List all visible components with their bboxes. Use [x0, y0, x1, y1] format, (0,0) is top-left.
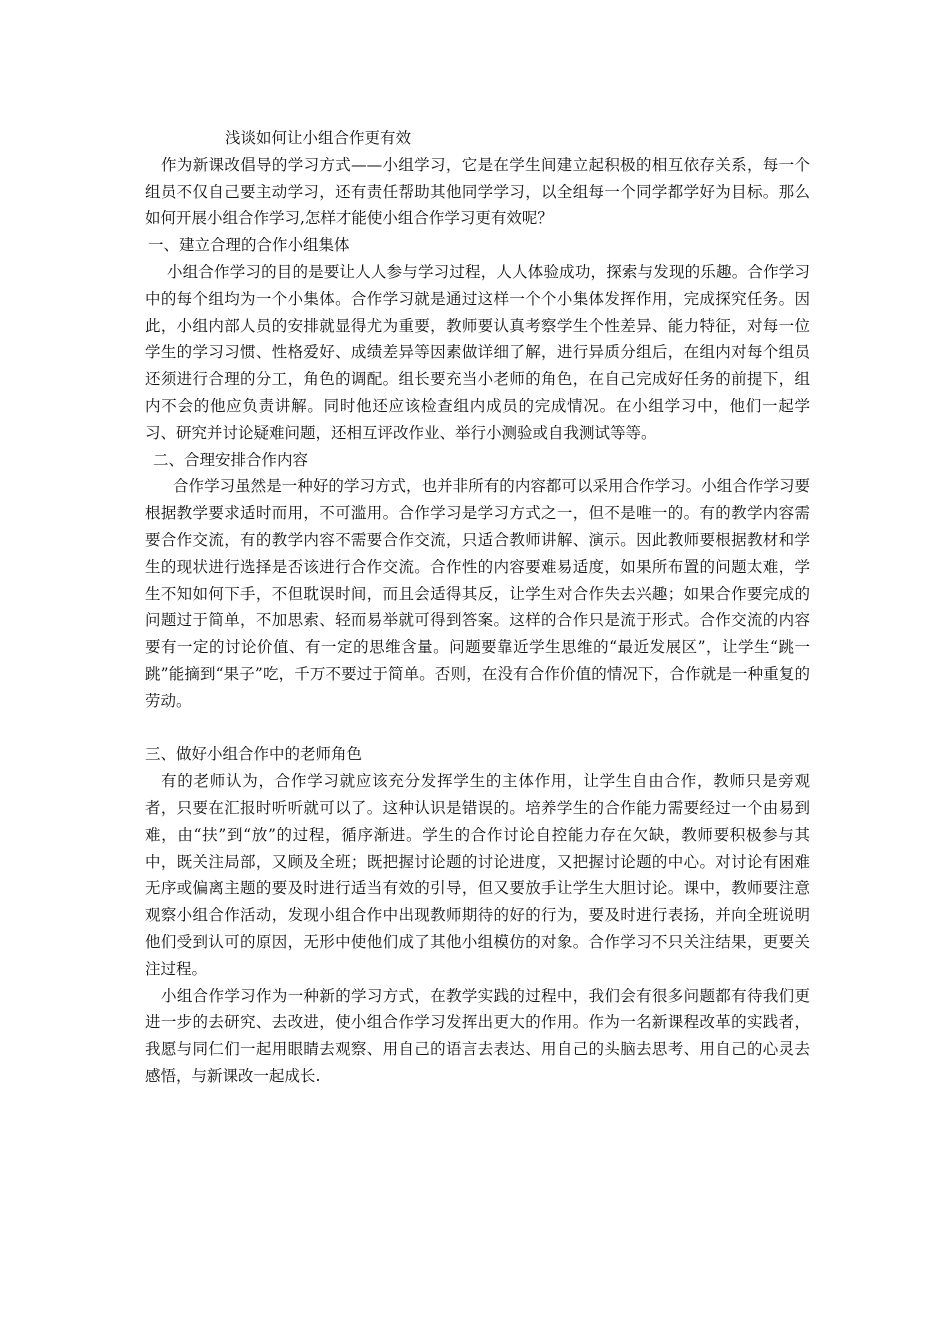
section-heading-2: 二、合理安排合作内容: [153, 450, 309, 469]
intro-paragraph: 作为新课改倡导的学习方式——小组学习，它是在学生间建立起积极的相互依存关系，每一个组员不仅自己要主动学习，还有责任帮助其他同学学习，以全组每一个同学都学好为目标。那么如何开展小组合作学习,怎样才能使小组合作学习更有效呢？: [145, 155, 810, 228]
document-title: 浅谈如何让小组合作更有效: [225, 129, 412, 147]
conclusion-paragraph: 小组合作学习作为一种新的学习方式，在教学实践的过程中，我们会有很多问题都有待我们更进一步的去研究、去改进，使小组合作学习发挥出更大的作用。作为一名新课程改革的实践者，我愿与同仁们一起用眼睛去观察、用自己的语言去表达、用自己的头脑去思考、用自己的心灵去感悟，与新课改一起成长.: [145, 986, 810, 1085]
section-heading-3: 三、做好小组合作中的老师角色: [145, 745, 363, 764]
section-body-2: 合作学习虽然是一种好的学习方式，也并非所有的内容都可以采用合作学习。小组合作学习要根据教学要求适时而用，不可滥用。合作学习是学习方式之一，但不是唯一的。有的教学内容需要合作交流，有的教学内容不需要合作交流，只适合教师讲解、演示。因此教师要根据教材和学生的现状进行选择是否该进行合作交流。合作性的内容要难易适度，如果所布置的问题太难，学生不知如何下手，不但耽误时间，而且会适得其反，让学生对合作失去兴趣；如果合作要完成的问题过于简单，不加思索、轻而易举就可得到答案。这样的合作只是流于形式。合作交流的内容要有一定的讨论价值、有一定的思维含量。问题要靠近学生思维的“最近发展区”，让学生“跳一跳”能摘到“果子”吃，千万不要过于简单。否则，在没有合作价值的情况下，合作就是一种重复的劳动。: [145, 477, 810, 710]
section-heading-1: 一、建立合理的合作小组集体: [148, 236, 350, 255]
document-body: [145, 125, 810, 1090]
section-body-3: 有的老师认为，合作学习就应该充分发挥学生的主体作用，让学生自由合作，教师只是旁观者，只要在汇报时听听就可以了。这种认识是错误的。培养学生的合作能力需要经过一个由易到难，由“扶”到“放”的过程，循序渐进。学生的合作讨论自控能力存在欠缺，教师要积极参与其中，既关注局部，又顾及全班；既把握讨论题的讨论进度，又把握讨论题的中心。对讨论有困难无序或偏离主题的要及时进行适当有效的引导，但又要放手让学生大胆讨论。课中，教师要注意观察小组合作活动，发现小组合作中出现教师期待的好的行为，要及时进行表扬，并向全班说明他们受到认可的原因，无形中使他们成了其他小组模仿的对象。合作学习不只关注结果，更要关注过程。: [145, 772, 810, 978]
section-body-1: 小组合作学习的目的是要让人人参与学习过程，人人体验成功，探索与发现的乐趣。合作学习中的每个组均为一个小集体。合作学习就是通过这样一个个小集体发挥作用，完成探究任务。因此，小组内部人员的安排就显得尤为重要，教师要认真考察学生个性差异、能力特征，对每一位学生的学习习惯、性格爱好、成绩差异等因素做详细了解，进行异质分组后，在组内对每个组员还须进行合理的分工，角色的调配。组长要充当小老师的角色，在自己完成好任务的前提下，组内不会的他应负责讲解。同时他还应该检查组内成员的完成情况。在小组学习中，他们一起学习、研究并讨论疑难问题，还相互评改作业、举行小测验或自我测试等等。: [145, 262, 810, 442]
